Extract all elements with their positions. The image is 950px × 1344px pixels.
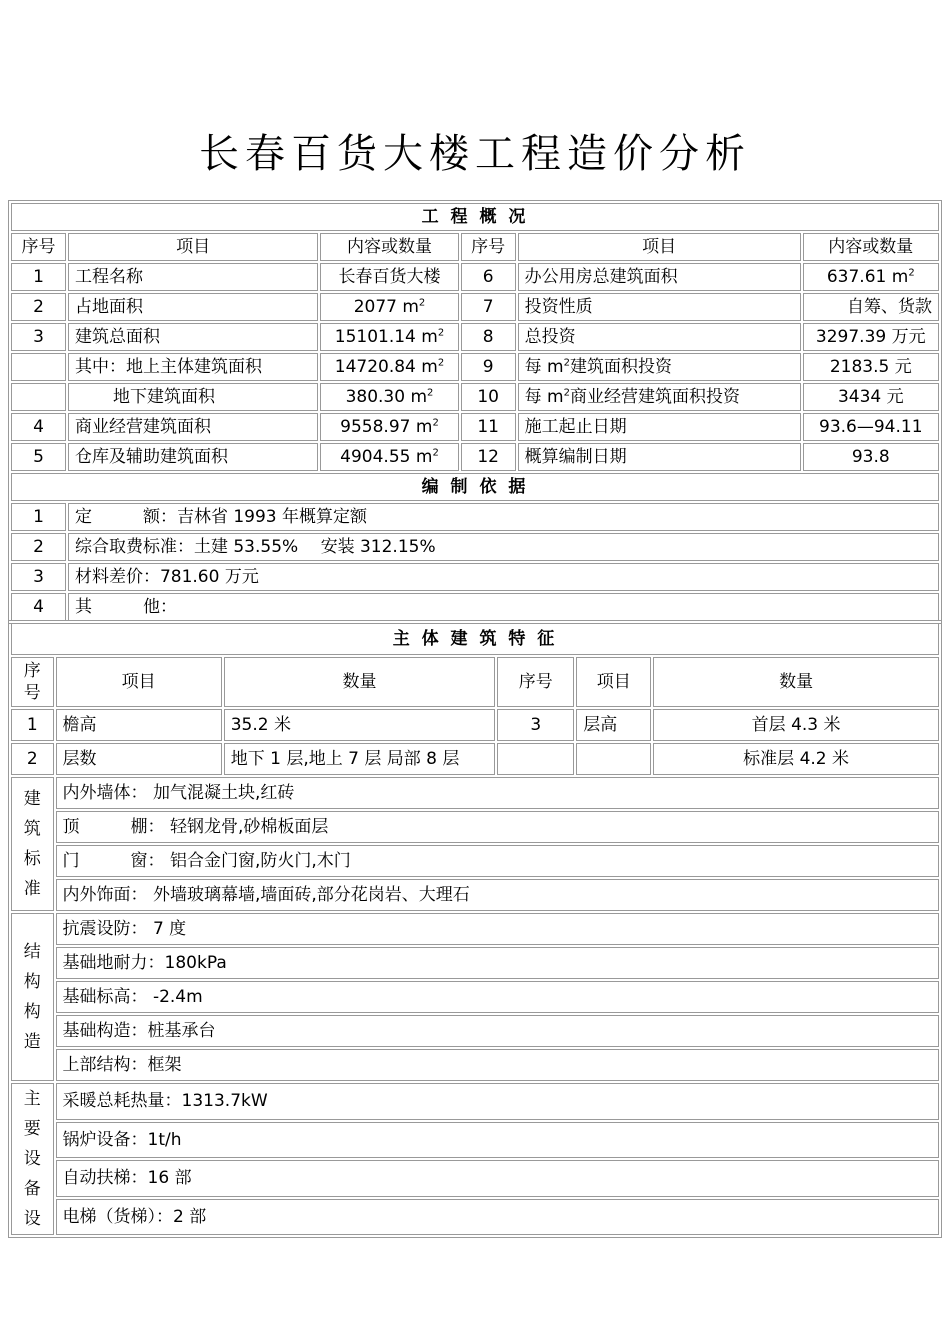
- basis-row: [11, 563, 939, 591]
- row-seq: 11: [461, 413, 516, 441]
- header-content: 内容或数量: [803, 233, 939, 261]
- overview-table: [8, 200, 942, 624]
- row-seq: 9: [461, 353, 516, 381]
- row-item: 商业经营建筑面积: [68, 413, 318, 441]
- row-seq: 3: [11, 323, 66, 351]
- feature-line: 基础构造：桩基承台: [56, 1015, 939, 1047]
- overview-header-row: [11, 233, 939, 261]
- overview-row: [11, 353, 939, 381]
- feature-group-row: [11, 913, 939, 945]
- features-table: [8, 620, 942, 1238]
- basis-seq: 3: [11, 563, 66, 591]
- page-title: 长春百货大楼工程造价分析: [199, 131, 751, 177]
- row-value: 2077 $m^2$: [320, 293, 458, 321]
- row-item: 工程名称: [68, 263, 318, 291]
- feature-line: 内外墙体： 加气混凝土块,红砖: [56, 777, 939, 809]
- basis-seq: 2: [11, 533, 66, 561]
- overview-row: [11, 293, 939, 321]
- row-item: 投资性质: [518, 293, 801, 321]
- feature-line: 上部结构：框架: [56, 1049, 939, 1081]
- row-value: 15101.14 $m^2$: [320, 323, 458, 351]
- feature-line: 采暖总耗热量：1313.7kW: [56, 1083, 939, 1120]
- feature-group-row: [11, 1122, 939, 1159]
- row-item: 建筑总面积: [68, 323, 318, 351]
- row-item: 办公用房总建筑面积: [518, 263, 801, 291]
- feature-row: 2 层数 地下 1 层,地上 7 层 局部 8 层 标准层 4.2 米: [11, 743, 939, 775]
- row-value: 93.8: [803, 443, 939, 471]
- row-seq: 8: [461, 323, 516, 351]
- basis-seq: 4: [11, 593, 66, 621]
- row-item: 概算编制日期: [518, 443, 801, 471]
- feature-group-row: [11, 1083, 939, 1120]
- row-seq: 10: [461, 383, 516, 411]
- row-seq: 7: [461, 293, 516, 321]
- row-item: 地下建筑面积: [68, 383, 318, 411]
- feature-line: 电梯（货梯）：2 部: [56, 1199, 939, 1236]
- row-item: 其中：地上主体建筑面积: [68, 353, 318, 381]
- feature-group-row: [11, 1160, 939, 1197]
- features-section-title: 主 体 建 筑 特 征: [11, 623, 939, 655]
- header-item: 项目: [68, 233, 318, 261]
- feature-row: 1 檐高 35.2 米 3 层高 首层 4.3 米: [11, 709, 939, 741]
- row-value: 9558.97 $m^2$: [320, 413, 458, 441]
- header-item: 项目: [518, 233, 801, 261]
- basis-text: 定 额：吉林省 1993 年概算定额: [68, 503, 939, 531]
- feature-line: 自动扶梯：16 部: [56, 1160, 939, 1197]
- row-value: 长春百货大楼: [320, 263, 458, 291]
- basis-seq: 1: [11, 503, 66, 531]
- feature-line: 基础地耐力：180kPa: [56, 947, 939, 979]
- overview-row: [11, 413, 939, 441]
- row-seq: 1: [11, 263, 66, 291]
- basis-text: 材料差价：781.60 万元: [68, 563, 939, 591]
- row-seq: 6: [461, 263, 516, 291]
- row-seq: 12: [461, 443, 516, 471]
- basis-row: [11, 533, 939, 561]
- row-item: 仓库及辅助建筑面积: [68, 443, 318, 471]
- row-seq: [11, 383, 66, 411]
- feature-group-row: [11, 879, 939, 911]
- row-seq: 5: [11, 443, 66, 471]
- row-item: 施工起止日期: [518, 413, 801, 441]
- row-item: 占地面积: [68, 293, 318, 321]
- row-value: 3434 元: [803, 383, 939, 411]
- feature-group-row: [11, 1199, 939, 1236]
- row-value: 14720.84 $m^2$: [320, 353, 458, 381]
- feature-line: 抗震设防： 7 度: [56, 913, 939, 945]
- feature-group-row: [11, 777, 939, 809]
- overview-row: [11, 263, 939, 291]
- row-item: 每 $m^2$商业经营建筑面积投资: [518, 383, 801, 411]
- overview-row: [11, 383, 939, 411]
- features-header-row: [11, 657, 939, 707]
- row-seq: 2: [11, 293, 66, 321]
- header-qty2: 数量: [653, 657, 939, 707]
- basis-text: 其 他：: [68, 593, 939, 621]
- row-item: 总投资: [518, 323, 801, 351]
- row-value: 637.61 $m^2$: [803, 263, 939, 291]
- row-value: 2183.5 元: [803, 353, 939, 381]
- row-value: 自筹、货款: [803, 293, 939, 321]
- feature-line: 基础标高： -2.4m: [56, 981, 939, 1013]
- feature-line: 门 窗： 铝合金门窗,防火门,木门: [56, 845, 939, 877]
- row-value: 93.6—94.11: [803, 413, 939, 441]
- feature-group-label: 建 筑 标 准: [11, 777, 54, 911]
- feature-line: 锅炉设备：1t/h: [56, 1122, 939, 1159]
- overview-section-title: 工 程 概 况: [11, 203, 939, 231]
- feature-group-row: [11, 811, 939, 843]
- overview-row: [11, 443, 939, 471]
- feature-group-row: [11, 845, 939, 877]
- row-seq: 4: [11, 413, 66, 441]
- header-item: 项目: [56, 657, 222, 707]
- row-value: 3297.39 万元: [803, 323, 939, 351]
- basis-text: 综合取费标准：土建 53.55% 安装 312.15%: [68, 533, 939, 561]
- basis-row: [11, 503, 939, 531]
- basis-section-title: 编 制 依 据: [11, 473, 939, 501]
- header-item2: 项目: [576, 657, 651, 707]
- header-seq: 序号: [461, 233, 516, 261]
- header-qty: 数量: [224, 657, 496, 707]
- header-seq: 序 号: [11, 657, 54, 707]
- row-item: 每 $m^2$建筑面积投资: [518, 353, 801, 381]
- feature-line: 顶 棚： 轻钢龙骨,砂棉板面层: [56, 811, 939, 843]
- header-seq2: 序号: [497, 657, 574, 707]
- feature-group-row: [11, 981, 939, 1013]
- feature-group-label: 主 要 设 备 设: [11, 1083, 54, 1235]
- feature-group-label: 结 构 构 造: [11, 913, 54, 1081]
- feature-group-row: [11, 947, 939, 979]
- feature-group-row: [11, 1015, 939, 1047]
- basis-row: [11, 593, 939, 621]
- row-value: 380.30 $m^2$: [320, 383, 458, 411]
- feature-group-row: [11, 1049, 939, 1081]
- feature-line: 内外饰面： 外墙玻璃幕墙,墙面砖,部分花岗岩、大理石: [56, 879, 939, 911]
- header-content: 内容或数量: [320, 233, 458, 261]
- overview-row: [11, 323, 939, 351]
- header-seq: 序号: [11, 233, 66, 261]
- row-value: 4904.55 $m^2$: [320, 443, 458, 471]
- row-seq: [11, 353, 66, 381]
